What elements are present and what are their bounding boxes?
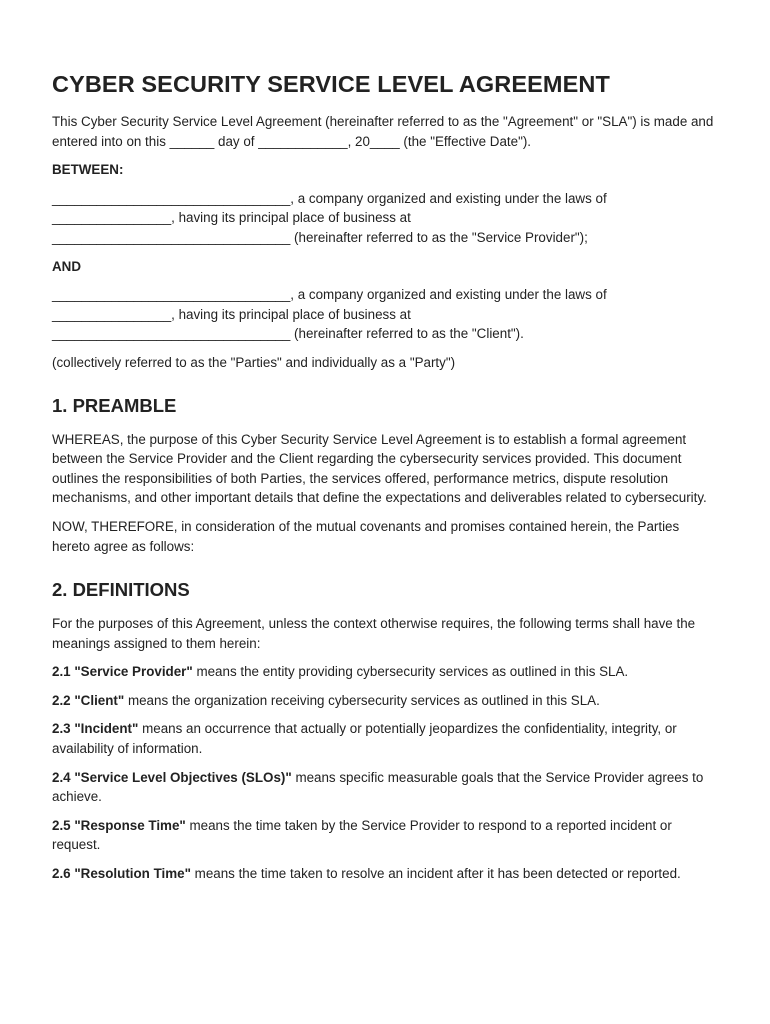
definition-term: 2.3 "Incident" — [52, 721, 139, 737]
document-page — [52, 68, 720, 893]
definition-term: 2.4 "Service Level Objectives (SLOs)" — [52, 769, 292, 785]
collective-reference: (collectively referred to as the "Parties" and individually as a "Party") — [52, 354, 456, 370]
and-label: AND — [52, 258, 82, 274]
definition-item — [52, 816, 720, 855]
definition-item — [52, 864, 720, 884]
definitions-intro: For the purposes of this Agreement, unless the context otherwise requires, the following terms shall have the meanings assigned to them herein: — [52, 616, 696, 651]
definition-item — [52, 662, 720, 682]
definition-text: means the organization receiving cybersecurity services as outlined in this SLA. — [124, 692, 600, 708]
definition-term: 2.2 "Client" — [52, 692, 125, 708]
service-provider-party-block — [52, 189, 720, 248]
definition-term: 2.1 "Service Provider" — [52, 664, 193, 680]
definition-item — [52, 719, 720, 758]
between-label: BETWEEN: — [52, 162, 124, 178]
provider-line-3: ________________________________ (hereinafter referred to as the "Service Provider"); — [52, 229, 588, 245]
client-line-2: ________________, having its principal place of business at — [52, 306, 411, 322]
provider-line-2: ________________, having its principal place of business at — [52, 210, 411, 226]
definition-text: means an occurrence that actually or potentially jeopardizes the confidentiality, integrity, or availability of information. — [52, 721, 677, 757]
client-line-1: ________________________________, a company organized and existing under the laws of — [52, 287, 607, 303]
preamble-heading: 1. PREAMBLE — [52, 394, 177, 416]
document-title: CYBER SECURITY SERVICE LEVEL AGREEMENT — [52, 71, 610, 97]
definition-item — [52, 768, 720, 807]
definition-text: means the entity providing cybersecurity services as outlined in this SLA. — [192, 664, 629, 680]
intro-paragraph: This Cyber Security Service Level Agreement (hereinafter referred to as the "Agreement" or "SLA") is made and entered into on this ______ day of ____________, 20____ (the "Effective Date"). — [52, 114, 714, 149]
definition-term: 2.6 "Resolution Time" — [52, 866, 191, 882]
definition-text: means specific measurable goals that the Service Provider agrees to achieve. — [52, 769, 704, 805]
definition-term: 2.5 "Response Time" — [52, 817, 186, 833]
definition-text: means the time taken by the Service Provider to respond to a reported incident or request. — [52, 817, 672, 853]
definitions-heading: 2. DEFINITIONS — [52, 579, 190, 601]
definition-item — [52, 691, 720, 711]
client-party-block — [52, 285, 720, 344]
provider-line-1: ________________________________, a company organized and existing under the laws of — [52, 190, 607, 206]
whereas-paragraph: WHEREAS, the purpose of this Cyber Security Service Level Agreement is to establish a formal agreement between the Service Provider and the Client regarding the cybersecurity services provided. This document outlines the responsibilities of both Parties, the services offered, performance metrics, dispute resolution mechanisms, and other important details that define the expectations and deliverables related to cybersecurity. — [52, 431, 707, 506]
client-line-3: ________________________________ (hereinafter referred to as the "Client"). — [52, 326, 524, 342]
definition-text: means the time taken to resolve an incident after it has been detected or reported. — [190, 866, 681, 882]
now-therefore-paragraph: NOW, THEREFORE, in consideration of the mutual covenants and promises contained herein, the Parties hereto agree as follows: — [52, 518, 680, 554]
